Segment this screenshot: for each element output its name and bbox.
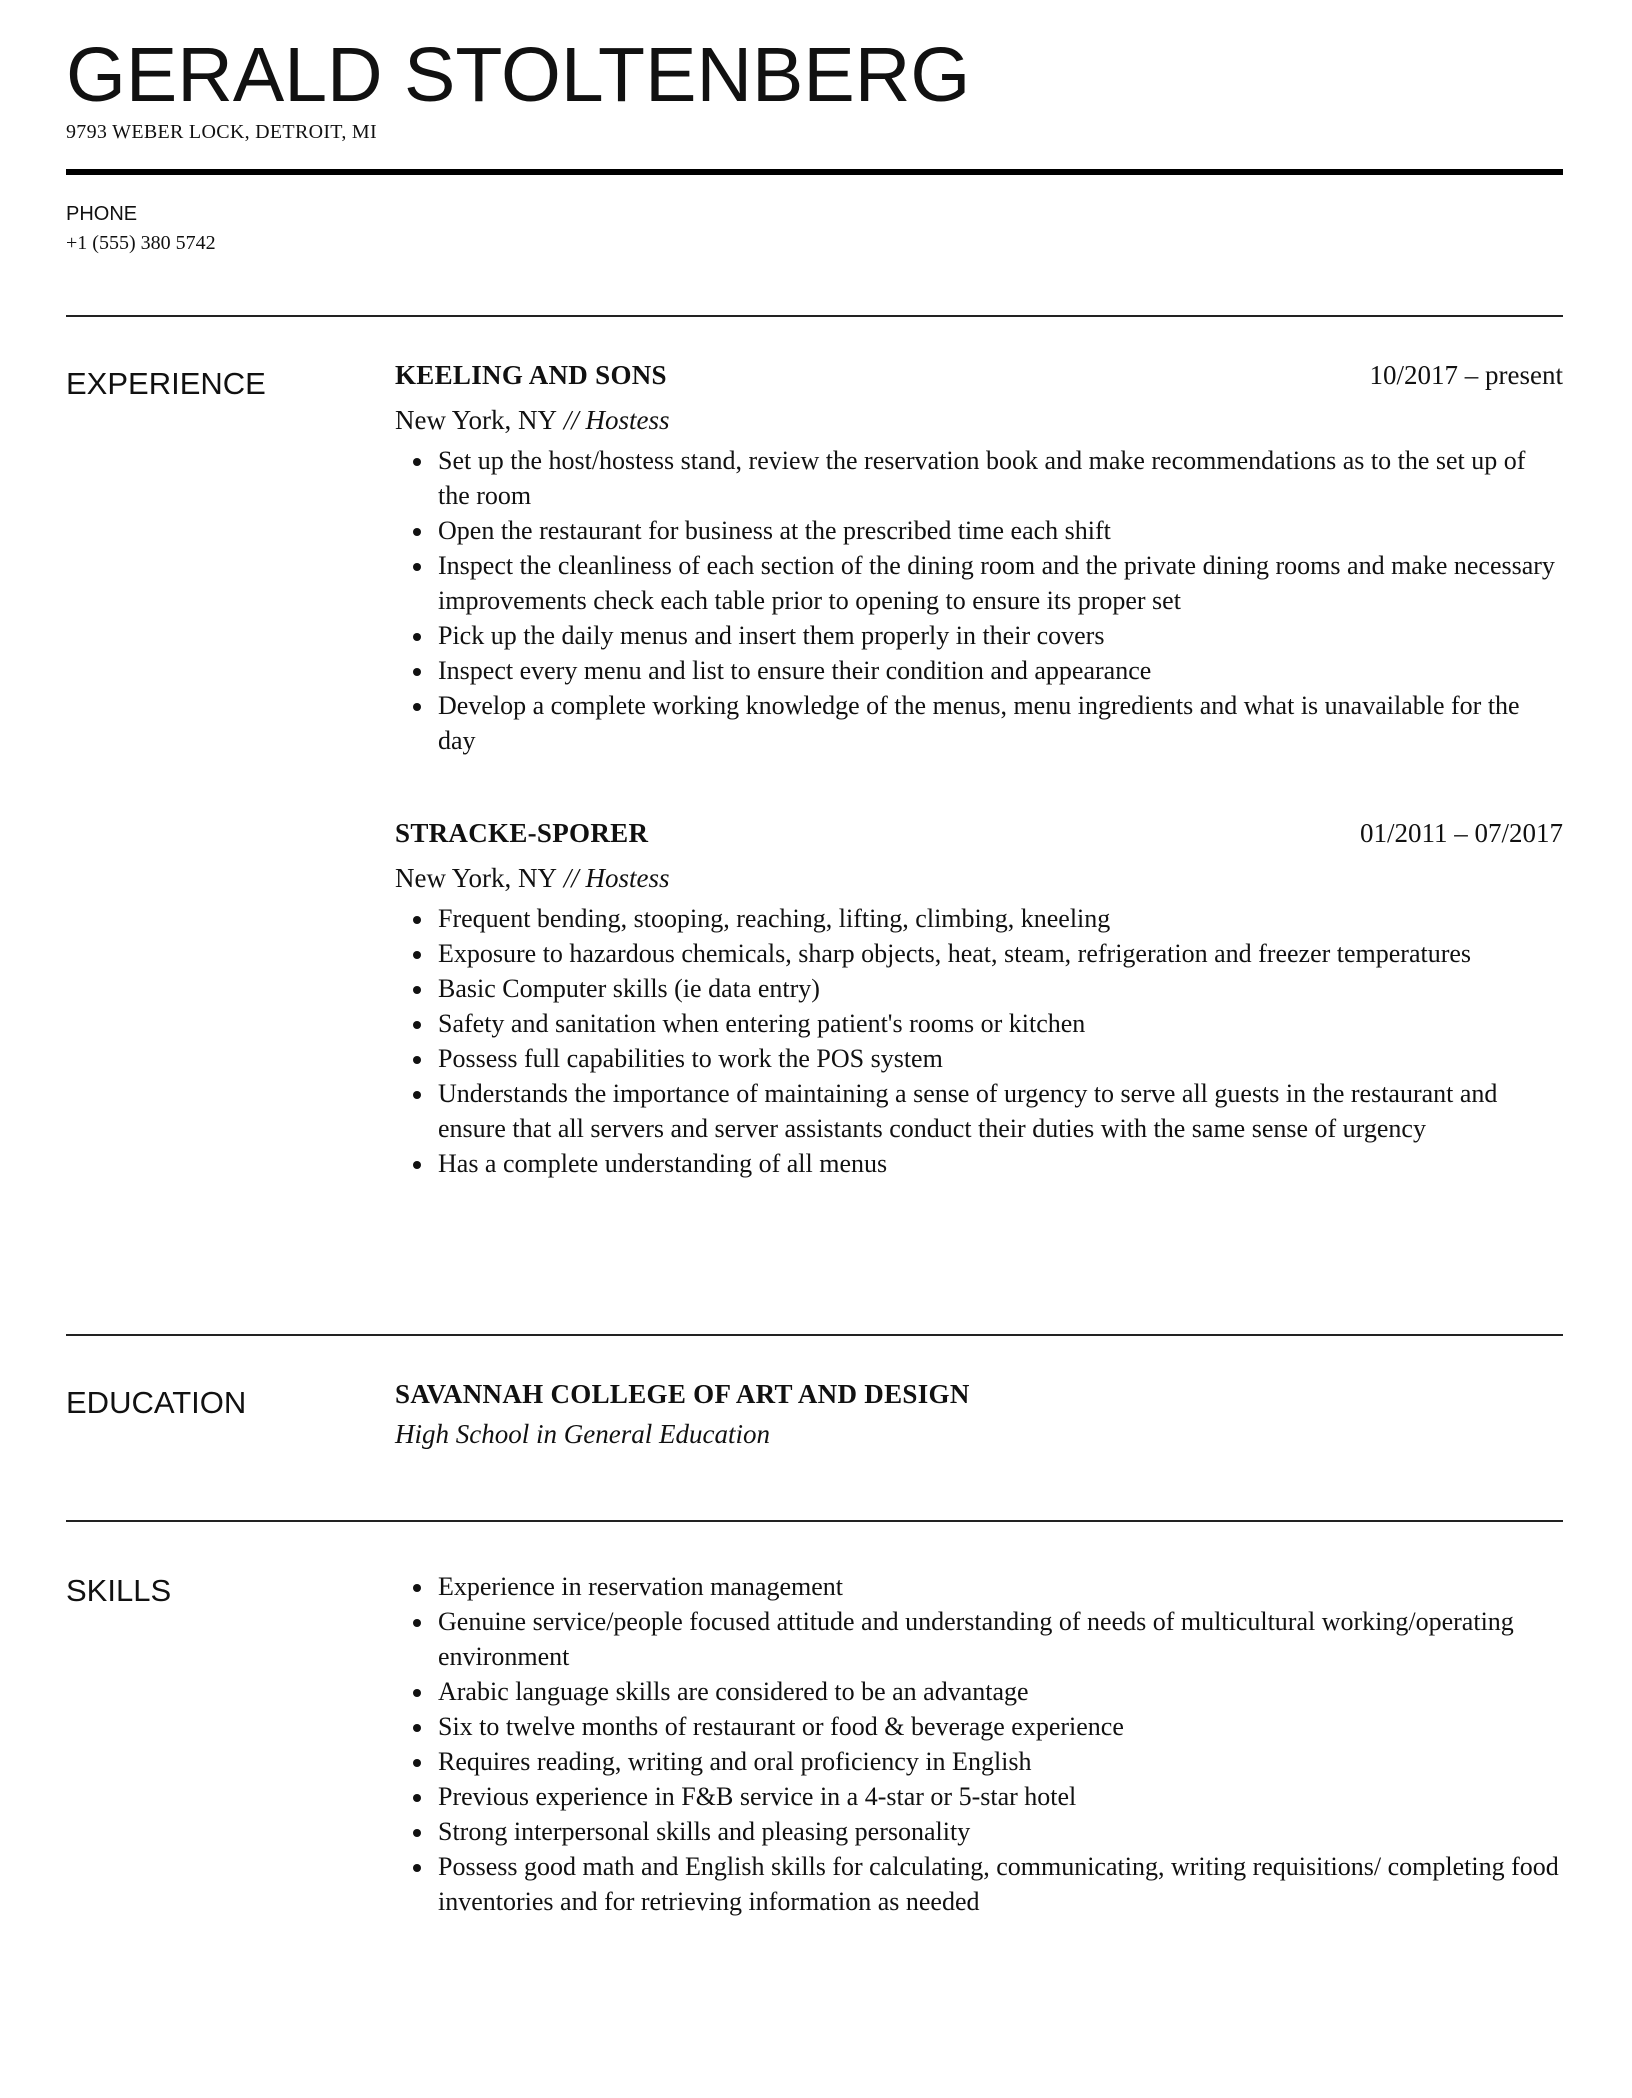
list-item: Possess good math and English skills for calculating, communicating, writing requisitions/ completing food inventories and for retrieving information as needed — [438, 1849, 1563, 1919]
list-item: Set up the host/hostess stand, review the reservation book and make recommendations as to the set up of the room — [438, 443, 1563, 513]
job-dates: 01/2011 – 07/2017 — [1359, 818, 1563, 848]
job-header — [395, 818, 1563, 858]
job-company: STRACKE-SPORER — [395, 818, 649, 848]
list-item: Understands the importance of maintaining a sense of urgency to serve all guests in the restaurant and ensure that all servers and server assistants conduct their duties with the same sense of urgency — [438, 1076, 1563, 1146]
list-item: Basic Computer skills (ie data entry) — [438, 971, 1563, 1006]
education-heading: EDUCATION — [66, 1385, 247, 1420]
list-item: Experience in reservation management — [438, 1569, 1563, 1604]
job-location: New York, NY — [395, 863, 558, 893]
job-separator: // — [557, 405, 586, 435]
job-header — [395, 360, 1563, 400]
list-item: Open the restaurant for business at the prescribed time each shift — [438, 513, 1563, 548]
experience-heading: EXPERIENCE — [66, 366, 266, 401]
job-role: Hostess — [585, 405, 670, 435]
list-item: Safety and sanitation when entering patient's rooms or kitchen — [438, 1006, 1563, 1041]
list-item: Inspect the cleanliness of each section of the dining room and the private dining rooms and make necessary improvements check each table prior to opening to ensure its proper set — [438, 548, 1563, 618]
list-item: Exposure to hazardous chemicals, sharp objects, heat, steam, refrigeration and freezer temperatures — [438, 936, 1563, 971]
list-item: Strong interpersonal skills and pleasing personality — [438, 1814, 1563, 1849]
phone-value: +1 (555) 380 5742 — [66, 232, 216, 254]
job-entry — [395, 818, 1563, 1181]
experience-section — [395, 360, 1563, 1181]
list-item: Frequent bending, stooping, reaching, lifting, climbing, kneeling — [438, 901, 1563, 936]
education-section — [395, 1379, 1563, 1459]
job-role: Hostess — [585, 863, 670, 893]
job-dates: 10/2017 – present — [1369, 360, 1563, 390]
list-item: Six to twelve months of restaurant or food & beverage experience — [438, 1709, 1563, 1744]
list-item: Pick up the daily menus and insert them properly in their covers — [438, 618, 1563, 653]
candidate-address: 9793 WEBER LOCK, DETROIT, MI — [66, 121, 377, 143]
list-item: Has a complete understanding of all menus — [438, 1146, 1563, 1181]
job-separator: // — [557, 863, 586, 893]
phone-label: PHONE — [66, 203, 138, 225]
candidate-name: GERALD STOLTENBERG — [66, 32, 971, 118]
skills-list — [395, 1569, 1563, 1919]
list-item: Genuine service/people focused attitude and understanding of needs of multicultural working/operating environment — [438, 1604, 1563, 1674]
list-item: Inspect every menu and list to ensure their condition and appearance — [438, 653, 1563, 688]
job-subtitle — [395, 858, 1563, 899]
list-item: Possess full capabilities to work the POS system — [438, 1041, 1563, 1076]
job-entry — [395, 360, 1563, 758]
job-location: New York, NY — [395, 405, 558, 435]
list-item: Develop a complete working knowledge of the menus, menu ingredients and what is unavailable for the day — [438, 688, 1563, 758]
list-item: Previous experience in F&B service in a 4-star or 5-star hotel — [438, 1779, 1563, 1814]
skills-heading: SKILLS — [66, 1573, 172, 1608]
experience-divider — [66, 1334, 1563, 1336]
list-item: Requires reading, writing and oral proficiency in English — [438, 1744, 1563, 1779]
header-divider — [66, 169, 1563, 175]
job-duties-list — [395, 901, 1563, 1181]
education-divider — [66, 1520, 1563, 1522]
job-duties-list — [395, 443, 1563, 758]
list-item: Arabic language skills are considered to be an advantage — [438, 1674, 1563, 1709]
education-school: SAVANNAH COLLEGE OF ART AND DESIGN — [395, 1379, 970, 1409]
job-company: KEELING AND SONS — [395, 360, 667, 390]
job-subtitle — [395, 400, 1563, 441]
education-degree: High School in General Education — [395, 1419, 770, 1449]
skills-section — [395, 1569, 1563, 1919]
contact-divider — [66, 315, 1563, 317]
